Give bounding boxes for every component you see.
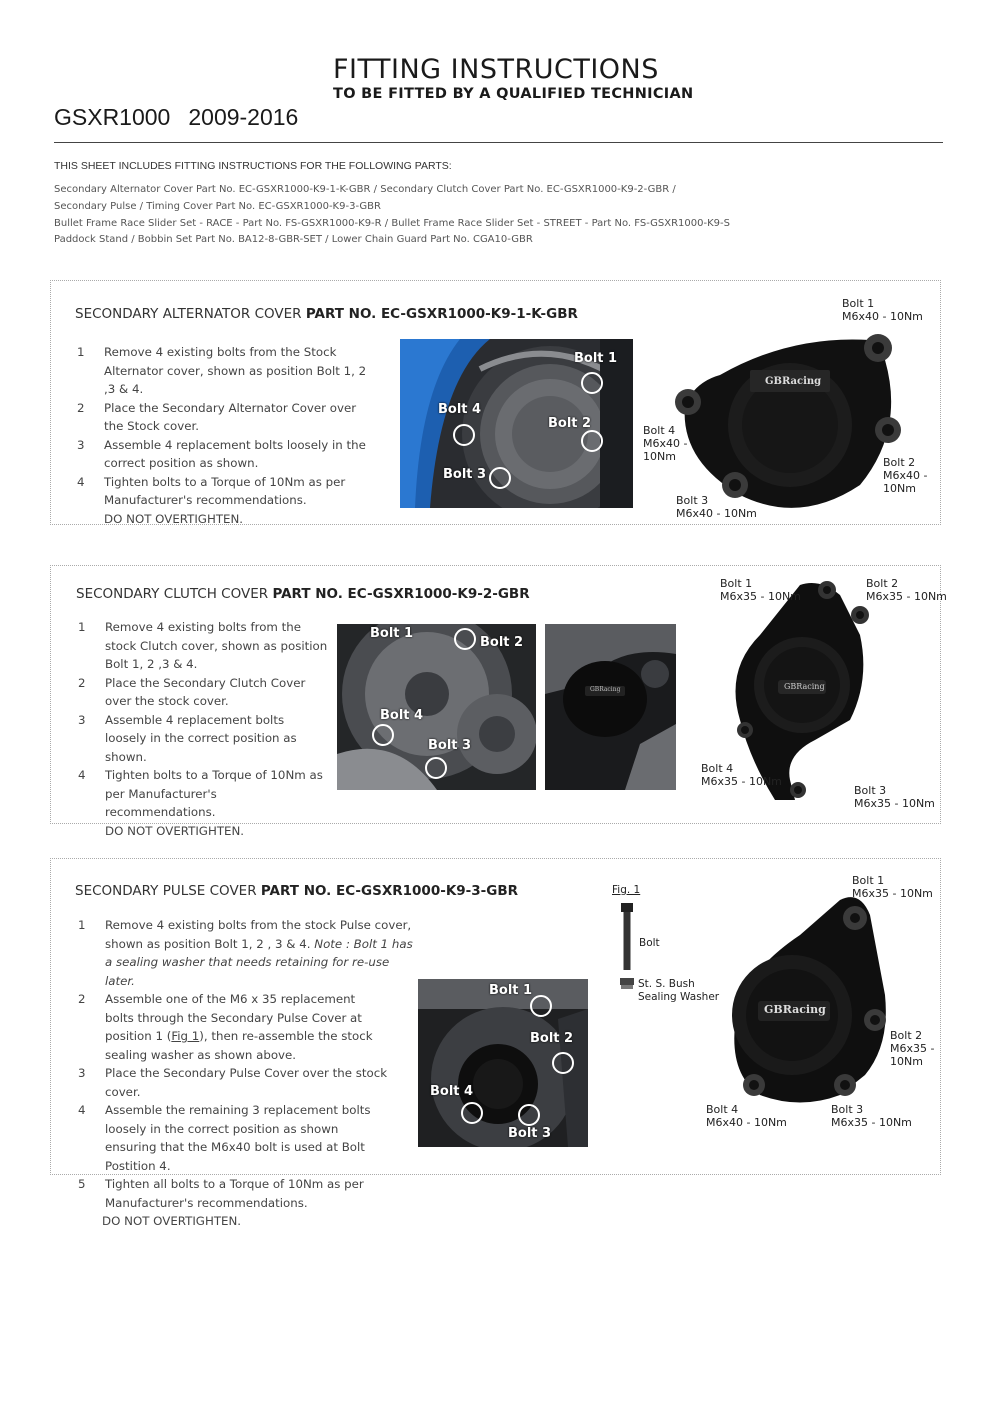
alternator-steps <box>77 343 377 528</box>
step-text: Tighten bolts to a Torque of 10Nm as per Manufacturer's recommendations. <box>105 768 323 819</box>
step <box>78 916 413 990</box>
step-number: 1 <box>78 620 86 634</box>
bolt-marker-circle <box>372 724 394 746</box>
step <box>77 436 377 473</box>
bolt-spec: M6x40 - 10Nm <box>842 310 923 323</box>
section-title-text: SECONDARY PULSE COVER <box>75 883 261 899</box>
parts-line: Secondary Alternator Cover Part No. EC-GSXR1000-K9-1-K-GBR / Secondary Clutch Cover Part No. EC-GSXR1000-K9-2-GBR / <box>54 184 676 195</box>
bolt4-spec-label <box>706 1103 787 1129</box>
bolt-torque: 10Nm <box>883 482 916 495</box>
step-text: Tighten bolts to a Torque of 10Nm as per Manufacturer's recommendations. <box>104 474 346 507</box>
warning-note: DO NOT OVERTIGHTEN. <box>105 823 245 838</box>
step-text <box>105 992 373 1062</box>
fig-reference-link[interactable]: Fig 1 <box>171 1029 200 1043</box>
header-divider <box>54 142 943 143</box>
step-text: Place the Secondary Clutch Cover over the stock cover. <box>105 675 306 708</box>
step <box>78 711 328 767</box>
step-text: Remove 4 existing bolts from the Stock Alternator cover, shown as position Bolt 1, 2 ,3 & 4. <box>104 345 367 396</box>
step-number: 3 <box>78 712 86 727</box>
photo-bolt-label: Bolt 4 <box>438 402 482 417</box>
bolt-name: Bolt 4 <box>643 424 676 437</box>
bolt-marker-circle <box>518 1104 540 1126</box>
step <box>78 1064 413 1101</box>
clutch-steps <box>78 618 328 840</box>
photo-bolt-label: Bolt 1 <box>489 983 533 998</box>
bolt-spec: M6x35 - 10Nm <box>854 797 935 810</box>
pulse-cover-illustration <box>730 895 890 1110</box>
page-title: FITTING INSTRUCTIONS <box>333 54 659 85</box>
bolt-spec: M6x35 - 10Nm <box>720 590 801 603</box>
alternator-engine-photo <box>400 339 633 508</box>
step <box>78 766 328 822</box>
model-years: 2009-2016 <box>188 104 299 130</box>
bolt-name: Bolt 1 <box>842 297 875 310</box>
bolt-torque: 10Nm <box>643 450 676 463</box>
fig-bolt-label: Bolt <box>639 937 660 949</box>
photo-bolt-label: Bolt 2 <box>480 635 524 650</box>
photo-bolt-label: Bolt 2 <box>530 1031 574 1046</box>
photo-bolt-label: Bolt 4 <box>430 1084 474 1099</box>
bolt-name: Bolt 2 <box>890 1029 923 1042</box>
step-text: Assemble 4 replacement bolts loosely in the correct position as shown. <box>104 437 366 470</box>
photo-bolt-label: Bolt 2 <box>548 416 592 431</box>
step-text: Assemble 4 replacement bolts loosely in the correct position as shown. <box>105 712 297 764</box>
bolt-name: Bolt 4 <box>706 1103 739 1116</box>
bolt-spec: M6x35 - <box>890 1042 935 1055</box>
fig-washer-label <box>638 978 719 1004</box>
section-title-text: SECONDARY CLUTCH COVER <box>76 586 273 602</box>
bolt4-spec-label <box>701 762 782 788</box>
step <box>77 343 377 399</box>
bolt-spec: M6x40 - <box>643 437 688 450</box>
alternator-title <box>75 306 578 322</box>
step-number: 2 <box>78 992 86 1006</box>
part-number: PART NO. EC-GSXR1000-K9-3-GBR <box>260 883 519 899</box>
step-text: Remove 4 existing bolts from the stock Clutch cover, shown as position Bolt 1, 2 ,3 & 4. <box>105 620 328 671</box>
step-number: 2 <box>78 675 86 690</box>
section-title-text: SECONDARY ALTERNATOR COVER <box>75 306 306 322</box>
pulse-steps <box>78 916 413 1231</box>
step-text: Assemble the remaining 3 replacement bolts loosely in the correct position as shown ensuring that the M6x40 bolt is used at Bolt Postition 4. <box>105 1103 371 1173</box>
bolt3-spec-label <box>831 1103 912 1129</box>
bolt-spec: M6x40 - 10Nm <box>676 507 757 520</box>
step-number: 3 <box>77 437 85 452</box>
step <box>78 990 378 1064</box>
step-text-part: ), then re-assemble the stock sealing washer as shown above. <box>105 1029 373 1062</box>
step <box>78 618 328 674</box>
washer-name: St. S. Bush <box>638 978 695 990</box>
bolt2-spec-label <box>883 456 927 495</box>
step-text-part: Assemble one of the M6 x 35 replacement bolts through the Secondary Pulse Cover at position 1 ( <box>105 992 362 1043</box>
bolt-name: Bolt 2 <box>866 577 899 590</box>
step-text-part: Remove 4 existing bolts from the stock Pulse cover, shown as position Bolt 1, 2 , 3 & 4. <box>105 918 412 951</box>
page-subtitle: TO BE FITTED BY A QUALIFIED TECHNICIAN <box>333 86 694 102</box>
brand-logo-text: GBRacing <box>784 682 825 691</box>
bolt-name: Bolt 3 <box>831 1103 864 1116</box>
parts-line: Bullet Frame Race Slider Set - RACE - Part No. FS-GSXR1000-K9-R / Bullet Frame Race Slider Set - STREET - Part No. FS-GSXR1000-K9-S <box>54 217 730 229</box>
step-number: 5 <box>78 1177 86 1191</box>
clutch-title <box>76 586 530 602</box>
bolt3-spec-label <box>854 784 935 810</box>
step <box>78 1101 378 1175</box>
photo-bolt-label: Bolt 1 <box>370 626 414 641</box>
bolt-marker-circle <box>489 467 511 489</box>
step-number: 1 <box>77 345 85 359</box>
brand-logo-text: GBRacing <box>764 1003 826 1016</box>
clutch-engine-photo <box>337 624 536 790</box>
bolt-marker-circle <box>425 757 447 779</box>
bolt4-spec-label <box>643 424 687 463</box>
bolt-name: Bolt 4 <box>701 762 734 775</box>
step <box>77 399 377 436</box>
bolt-marker-circle <box>530 995 552 1017</box>
bolt-marker-circle <box>581 372 603 394</box>
bolt-fig-illustration <box>618 903 636 993</box>
step-number: 2 <box>77 400 85 415</box>
bolt-marker-circle <box>581 430 603 452</box>
bolt-name: Bolt 2 <box>883 456 916 469</box>
bolt1-spec-label <box>720 577 801 603</box>
step-number: 1 <box>78 918 86 932</box>
bolt1-spec-label <box>852 874 933 900</box>
step-note-italic: Note : Bolt 1 has a sealing washer that needs retaining for re-use later. <box>105 936 413 988</box>
bolt-marker-circle <box>453 424 475 446</box>
bolt-marker-circle <box>552 1052 574 1074</box>
parts-list <box>54 182 944 249</box>
model-name: GSXR1000 <box>54 104 171 130</box>
bolt1-spec-label <box>842 297 923 323</box>
step-text: Place the Secondary Pulse Cover over the stock cover. <box>105 1066 388 1099</box>
step <box>78 1175 378 1212</box>
bolt-name: Bolt 1 <box>852 874 885 887</box>
pulse-engine-photo <box>418 979 588 1147</box>
part-number: PART NO. EC-GSXR1000-K9-2-GBR <box>272 586 530 602</box>
bolt3-spec-label <box>676 494 757 520</box>
bolt-spec: M6x35 - 10Nm <box>701 775 782 788</box>
bolt-marker-circle <box>461 1102 483 1124</box>
step <box>78 674 328 711</box>
step-number: 4 <box>78 768 86 782</box>
bolt-name: Bolt 3 <box>854 784 887 797</box>
warning-note: DO NOT OVERTIGHTEN. <box>102 1214 242 1228</box>
step-number: 4 <box>78 1103 86 1117</box>
intro-text: THIS SHEET INCLUDES FITTING INSTRUCTIONS FOR THE FOLLOWING PARTS: <box>54 160 452 172</box>
step-text <box>105 918 413 988</box>
step-text: Place the Secondary Alternator Cover over the Stock cover. <box>104 400 357 433</box>
bolt-name: Bolt 3 <box>676 494 709 507</box>
alternator-cover-illustration <box>670 320 910 520</box>
step-number: 4 <box>77 474 85 489</box>
photo-bolt-label: Bolt 3 <box>508 1126 552 1141</box>
bolt-marker-circle <box>454 628 476 650</box>
step-text: Tighten all bolts to a Torque of 10Nm as per Manufacturer's recommendations. <box>105 1177 364 1210</box>
brand-logo-text: GBRacing <box>590 686 621 693</box>
parts-line: Secondary Pulse / Timing Cover Part No. EC-GSXR1000-K9-3-GBR <box>54 200 381 212</box>
photo-bolt-label: Bolt 4 <box>380 708 424 723</box>
photo-bolt-label: Bolt 1 <box>574 351 618 366</box>
bolt-spec: M6x40 - 10Nm <box>706 1116 787 1129</box>
bolt-spec: M6x35 - 10Nm <box>866 590 947 603</box>
warning-note: DO NOT OVERTIGHTEN. <box>104 511 244 526</box>
model-heading <box>54 104 298 131</box>
fig1-title: Fig. 1 <box>612 884 641 896</box>
photo-bolt-label: Bolt 3 <box>428 738 472 753</box>
brand-logo-text: GBRacing <box>765 376 822 387</box>
step <box>77 473 377 510</box>
clutch-fitted-photo <box>545 624 676 790</box>
pulse-title <box>75 883 518 899</box>
step-number: 3 <box>78 1066 86 1080</box>
bolt-spec: M6x40 - <box>883 469 928 482</box>
bolt-name: Bolt 1 <box>720 577 753 590</box>
bolt-spec: M6x35 - 10Nm <box>852 887 933 900</box>
parts-line: Paddock Stand / Bobbin Set Part No. BA12-8-GBR-SET / Lower Chain Guard Part No. CGA10-GBR <box>54 234 533 246</box>
bolt2-spec-label <box>866 577 947 603</box>
washer-type: Sealing Washer <box>638 991 720 1003</box>
bolt-torque: 10Nm <box>890 1055 923 1068</box>
part-number: PART NO. EC-GSXR1000-K9-1-K-GBR <box>305 306 578 322</box>
photo-bolt-label: Bolt 3 <box>443 467 487 482</box>
bolt-spec: M6x35 - 10Nm <box>831 1116 912 1129</box>
bolt2-spec-label <box>890 1029 934 1068</box>
